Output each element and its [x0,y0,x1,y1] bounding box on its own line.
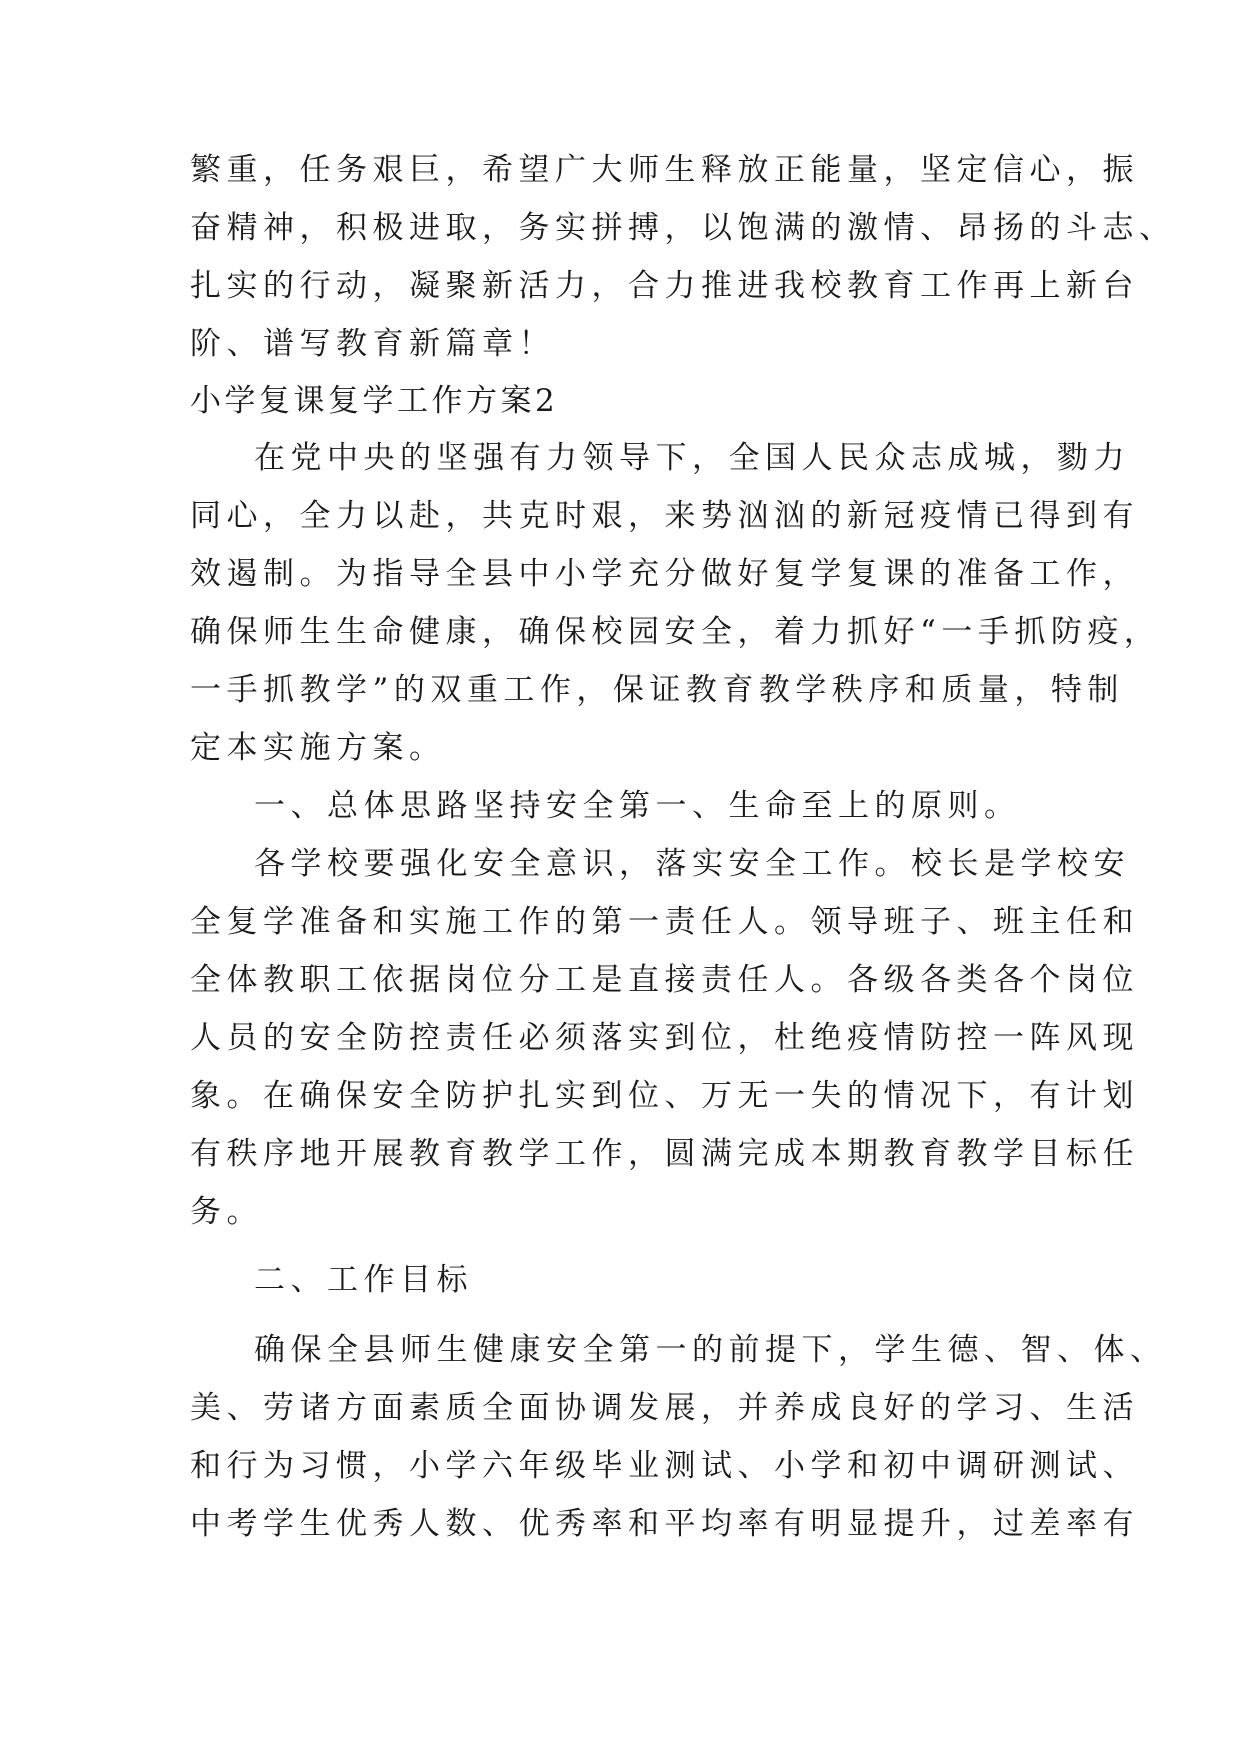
section-heading: 小学复课复学工作方案2 [190,383,559,419]
body-text-line: 人员的安全防控责任必须落实到位，杜绝疫情防控一阵风现 [190,1020,1139,1056]
body-text-line: 全复学准备和实施工作的第一责任人。领导班子、班主任和 [190,904,1139,940]
body-text-line: 效遏制。为指导全县中小学充分做好复学复课的准备工作， [190,556,1139,592]
body-text-line: 定本实施方案。 [190,730,446,766]
body-text-line: 一手抓教学”的双重工作，保证教育教学秩序和质量，特制 [190,672,1124,708]
body-text-line: 扎实的行动，凝聚新活力，合力推进我校教育工作再上新台 [190,268,1139,304]
subheading: 一、总体思路坚持安全第一、生命至上的原则。 [254,788,1021,824]
body-text-line: 和行为习惯，小学六年级毕业测试、小学和初中调研测试、 [190,1448,1139,1484]
body-text-line: 繁重，任务艰巨，希望广大师生释放正能量，坚定信心，振 [190,152,1139,188]
body-text-line: 同心，全力以赴，共克时艰，来势汹汹的新冠疫情已得到有 [190,498,1139,534]
subheading: 二、工作目标 [254,1262,473,1298]
body-text-line: 象。在确保安全防护扎实到位、万无一失的情况下，有计划 [190,1078,1139,1114]
paragraph-first-line: 各学校要强化安全意识，落实安全工作。校长是学校安 [254,846,1130,882]
body-text-line: 有秩序地开展教育教学工作，圆满完成本期教育教学目标任 [190,1136,1139,1172]
body-text-line: 确保师生生命健康，确保校园安全，着力抓好“一手抓防疫， [190,614,1161,650]
paragraph-first-line: 确保全县师生健康安全第一的前提下，学生德、智、体、 [254,1332,1167,1368]
body-text-line: 务。 [190,1194,263,1230]
body-text-line: 奋精神，积极进取，务实拼搏，以饱满的激情、昂扬的斗志、 [190,210,1176,246]
body-text-line: 全体教职工依据岗位分工是直接责任人。各级各类各个岗位 [190,962,1139,998]
body-text-line: 美、劳诸方面素质全面协调发展，并养成良好的学习、生活 [190,1390,1139,1426]
body-text-line: 阶、谱写教育新篇章！ [190,326,555,362]
paragraph-first-line: 在党中央的坚强有力领导下，全国人民众志成城，勠力 [254,440,1130,476]
body-text-line: 中考学生优秀人数、优秀率和平均率有明显提升，过差率有 [190,1506,1139,1542]
